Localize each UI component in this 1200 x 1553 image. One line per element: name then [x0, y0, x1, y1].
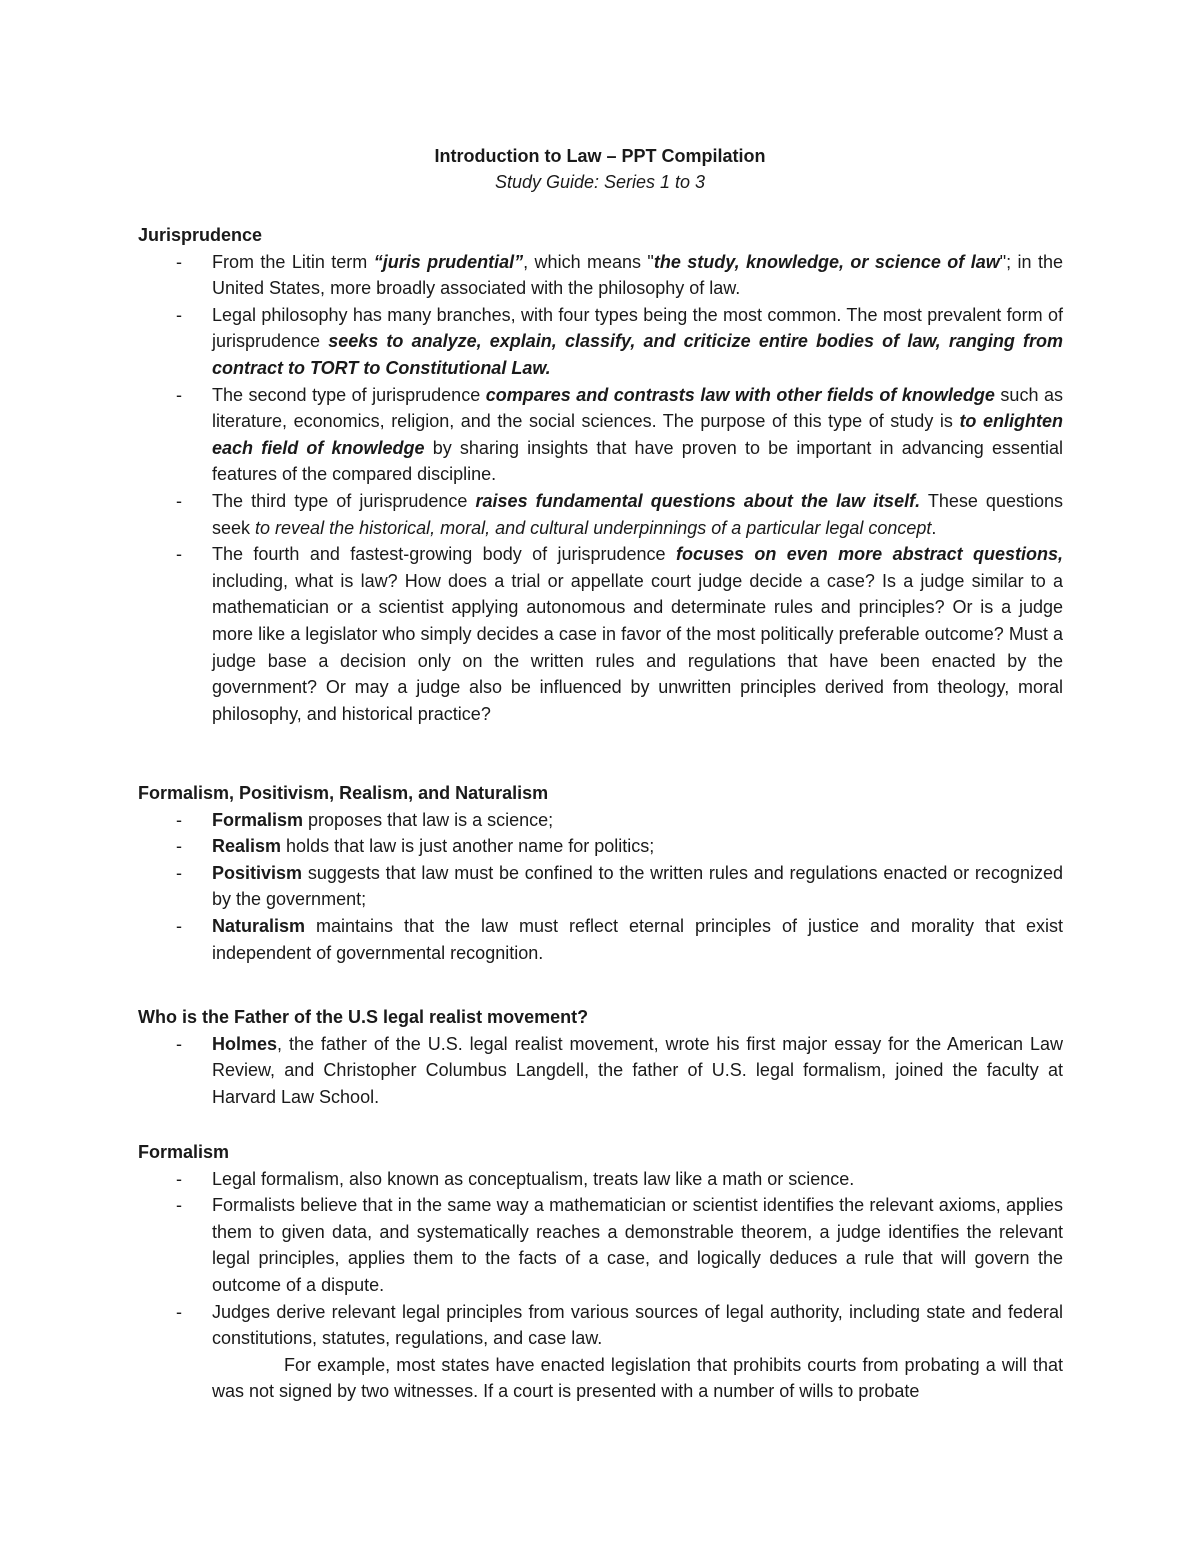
example-paragraph — [212, 1352, 1063, 1405]
bullet-list — [138, 249, 1063, 728]
list-item — [138, 488, 1063, 541]
text-run: proposes that law is a science; — [303, 809, 554, 830]
text-run: suggests that law must be confined to the written rules and regulations enacted or recognized by the government; — [212, 862, 1063, 910]
text-run: From the Litin term — [212, 251, 374, 272]
bullet-list — [138, 1166, 1063, 1405]
dash-bullet: - — [176, 1195, 182, 1216]
dash-bullet: - — [176, 1168, 182, 1189]
term-bold: Formalism — [212, 809, 304, 830]
document-title: Introduction to Law – PPT Compilation — [434, 146, 766, 166]
bullet-list — [138, 1031, 1063, 1111]
term-bold: Realism — [212, 836, 282, 857]
italic-text: to reveal the historical, moral, and cultural underpinnings of a particular legal concept — [255, 517, 932, 538]
list-item — [138, 1299, 1063, 1405]
list-item — [138, 249, 1063, 302]
emphasis-text: raises fundamental questions about the law itself. — [475, 490, 921, 511]
section-heading: Formalism, Positivism, Realism, and Naturalism — [138, 783, 549, 803]
dash-bullet: - — [176, 490, 182, 511]
text-run: These questions seek — [212, 490, 1063, 538]
term-bold: Positivism — [212, 862, 303, 883]
dash-bullet: - — [176, 809, 182, 830]
emphasis-text: to enlighten each field of knowledge — [212, 411, 1063, 458]
section-jurisprudence — [138, 222, 1063, 727]
dash-bullet: - — [176, 544, 182, 565]
text-run: "; in the United States, more broadly associated with the philosophy of law. — [212, 251, 1063, 299]
dash-bullet: - — [176, 1301, 182, 1322]
text-run: For example, most states have enacted legislation that prohibits courts from probating a will that was not signed by two witnesses. If a court is presented with a number of wills to probate — [212, 1354, 1063, 1402]
section-heading: Who is the Father of the U.S legal realist movement? — [138, 1007, 589, 1027]
emphasis-text: the study, knowledge, or science of law — [653, 251, 1000, 272]
section-heading: Formalism — [138, 1142, 230, 1162]
text-run: Formalists believe that in the same way a mathematician or scientist identifies the relevant axioms, applies them to given data, and systematically reaches a demonstrable theorem, a judge identifies the relevant legal principles, applies them to the facts of a case, and logically deduces a rule that will govern the outcome of a dispute. — [212, 1195, 1063, 1295]
text-run: including, what is law? How does a trial or appellate court judge decide a case? Is a judge similar to a mathematician or a scientist applying autonomous and determinate rules and principles? Or is a judge more like a legislator who simply decides a case in favor of the most politically preferable outcome? Must a judge base a decision only on the written rules and regulations that have been enacted by the government? Or may a judge also be influenced by unwritten principles derived from theology, moral philosophy, and historical practice? — [212, 570, 1063, 724]
list-item — [138, 1166, 1063, 1193]
text-run: The fourth and fastest-growing body of jurisprudence — [212, 544, 676, 565]
text-run: The second type of jurisprudence — [212, 384, 486, 405]
dash-bullet: - — [176, 304, 182, 325]
emphasis-text: focuses on even more abstract questions, — [675, 544, 1063, 565]
list-item — [138, 1192, 1063, 1298]
dash-bullet: - — [176, 836, 182, 857]
list-item — [138, 541, 1063, 727]
list-item — [138, 302, 1063, 382]
dash-bullet: - — [176, 384, 182, 405]
section-schools-of-thought — [138, 780, 1063, 966]
list-item — [138, 807, 1063, 834]
dash-bullet: - — [176, 251, 182, 272]
list-item — [138, 382, 1063, 488]
list-item — [138, 860, 1063, 913]
text-run: , which means " — [523, 251, 654, 272]
text-run: such as literature, economics, religion, and the social sciences. The purpose of this type of study is — [212, 384, 1063, 432]
term-bold: Holmes — [212, 1033, 278, 1054]
bullet-list — [138, 807, 1063, 967]
emphasis-text: seeks to analyze, explain, classify, and criticize entire bodies of law, ranging from contract to TORT to Constitutional Law. — [212, 331, 1063, 378]
text-run: holds that law is just another name for politics; — [281, 836, 655, 857]
section-heading: Jurisprudence — [138, 225, 263, 245]
document-subtitle: Study Guide: Series 1 to 3 — [494, 172, 706, 192]
text-run: The third type of jurisprudence — [212, 490, 476, 511]
text-run: , the father of the U.S. legal realist movement, wrote his first major essay for the American Law Review, and Christopher Columbus Langdell, the father of U.S. legal formalism, joined the faculty at Harvard Law School. — [212, 1033, 1063, 1107]
section-legal-realist-father — [138, 1004, 1063, 1110]
dash-bullet: - — [176, 862, 182, 883]
list-item — [138, 913, 1063, 966]
dash-bullet: - — [176, 1033, 182, 1054]
text-run: . — [931, 517, 937, 538]
term-bold: Naturalism — [212, 915, 306, 936]
emphasis-text: “juris prudential” — [373, 251, 524, 272]
section-formalism — [138, 1139, 1063, 1405]
text-run: Judges derive relevant legal principles from various sources of legal authority, including state and federal constitutions, statutes, regulations, and case law. — [212, 1301, 1063, 1349]
dash-bullet: - — [176, 915, 182, 936]
text-run: Legal philosophy has many branches, with four types being the most common. The most prevalent form of jurisprudence — [212, 304, 1063, 352]
text-run: maintains that the law must reflect eternal principles of justice and morality that exist independent of governmental recognition. — [212, 915, 1063, 963]
text-run: by sharing insights that have proven to be important in advancing essential features of the compared discipline. — [212, 437, 1063, 485]
list-item — [138, 1031, 1063, 1111]
list-item — [138, 833, 1063, 860]
text-run: Legal formalism, also known as conceptualism, treats law like a math or science. — [212, 1168, 855, 1189]
emphasis-text: compares and contrasts law with other fields of knowledge — [485, 384, 995, 405]
